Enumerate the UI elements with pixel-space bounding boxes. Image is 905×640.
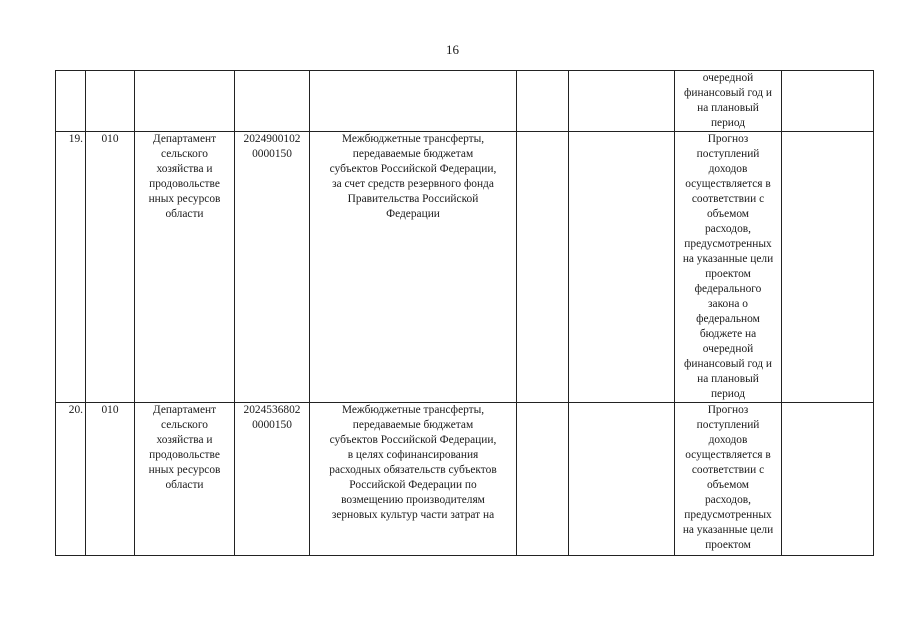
cell-text-line: Федерации (386, 208, 440, 220)
cell-text-line: продовольстве (149, 178, 220, 190)
cell-text-line: объемом (706, 479, 750, 491)
cell-text-line: закона о (708, 298, 748, 310)
cell-text-line: финансовый год и (684, 87, 772, 99)
cell-text-line: на указанные цели (682, 524, 774, 536)
cell-text-line: 2024900102 (243, 133, 301, 145)
cell-text-line: очередной (702, 72, 754, 84)
cell-text-line: проектом (705, 268, 751, 280)
budget-code-cell (235, 71, 310, 132)
cell-text-line: нных ресурсов (148, 193, 221, 205)
forecast-method-cell (675, 71, 782, 132)
cell-text-line: субъектов Российской Федерации, (329, 163, 497, 175)
cell-text-line: Прогноз (707, 133, 749, 145)
cell-text-line: соответствии с (691, 193, 765, 205)
administrator-cell (135, 403, 235, 556)
table-row (56, 132, 874, 403)
cell-text-line: хозяйства и (156, 434, 213, 446)
cell-text-line: федерального (694, 283, 762, 295)
row-number-cell: 19. (56, 132, 86, 403)
cell-text-line: поступлений (696, 419, 760, 431)
cell-text-line: Российской Федерации по (349, 479, 477, 491)
revenue-name-cell (310, 132, 517, 403)
cell-text-line: сельского (161, 419, 208, 431)
cell-text-line: Межбюджетные трансферты, (341, 404, 485, 416)
cell-text-line: доходов (708, 434, 748, 446)
cell-text-line: период (710, 388, 746, 400)
cell-text-line: в целях софинансирования (347, 449, 479, 461)
page-number: 16 (446, 42, 459, 57)
cell-text-line: финансовый год и (684, 358, 772, 370)
cell-text-line: объемом (706, 208, 750, 220)
cell-text-line: предусмотренных (684, 238, 772, 250)
cell-text-line: Департамент (152, 404, 217, 416)
cell-text-line: период (710, 117, 746, 129)
cell-text-line: бюджете на (699, 328, 757, 340)
cell-text-line: на указанные цели (682, 253, 774, 265)
cell-text-line: Департамент (152, 133, 217, 145)
cell-text-line: предусмотренных (684, 509, 772, 521)
forecast-method-cell (675, 132, 782, 403)
revenue-forecast-table (55, 70, 874, 556)
budget-code-cell (235, 403, 310, 556)
empty-cell (569, 71, 675, 132)
cell-text-line: соответствии с (691, 464, 765, 476)
cell-text-line: передаваемые бюджетам (352, 148, 474, 160)
cell-text-line: области (165, 479, 204, 491)
revenue-name-cell (310, 403, 517, 556)
cell-text-line: расходных обязательств субъектов (329, 464, 497, 476)
cell-text-line: 0000150 (252, 148, 292, 160)
admin-code-cell: 010 (86, 132, 135, 403)
cell-text-line: федеральном (696, 313, 760, 325)
empty-cell (782, 71, 874, 132)
cell-text-line: поступлений (696, 148, 760, 160)
administrator-cell (135, 132, 235, 403)
budget-code-cell (235, 132, 310, 403)
cell-text-line: 0000150 (252, 419, 292, 431)
cell-text-line: расходов, (704, 223, 751, 235)
empty-cell (569, 132, 675, 403)
cell-text-line: хозяйства и (156, 163, 213, 175)
forecast-method-cell (675, 403, 782, 556)
empty-cell (517, 132, 569, 403)
revenue-name-cell (310, 71, 517, 132)
row-number-cell: 20. (56, 403, 86, 556)
cell-text-line: области (165, 208, 204, 220)
table-row (56, 403, 874, 556)
cell-text-line: осуществляется в (685, 178, 771, 190)
administrator-cell (135, 71, 235, 132)
empty-cell (782, 403, 874, 556)
cell-text-line: сельского (161, 148, 208, 160)
table-row (56, 71, 874, 132)
cell-text-line: осуществляется в (685, 449, 771, 461)
cell-text-line: Правительства Российской (347, 193, 479, 205)
cell-text-line: Межбюджетные трансферты, (341, 133, 485, 145)
cell-text-line: на плановый (697, 373, 759, 385)
cell-text-line: проектом (705, 539, 751, 551)
cell-text-line: нных ресурсов (148, 464, 221, 476)
cell-text-line: 2024536802 (243, 404, 301, 416)
empty-cell (782, 132, 874, 403)
cell-text-line: Прогноз (707, 404, 749, 416)
empty-cell (517, 71, 569, 132)
empty-cell (569, 403, 675, 556)
cell-text-line: передаваемые бюджетам (352, 419, 474, 431)
cell-text-line: субъектов Российской Федерации, (329, 434, 497, 446)
cell-text-line: доходов (708, 163, 748, 175)
cell-text-line: возмещению производителям (341, 494, 485, 506)
row-number-cell (56, 71, 86, 132)
admin-code-cell (86, 71, 135, 132)
cell-text-line: за счет средств резервного фонда (332, 178, 494, 190)
cell-text-line: расходов, (704, 494, 751, 506)
empty-cell (517, 403, 569, 556)
cell-text-line: на плановый (697, 102, 759, 114)
cell-text-line: очередной (702, 343, 754, 355)
cell-text-line: продовольстве (149, 449, 220, 461)
admin-code-cell: 010 (86, 403, 135, 556)
cell-text-line: зерновых культур части затрат на (331, 509, 495, 521)
